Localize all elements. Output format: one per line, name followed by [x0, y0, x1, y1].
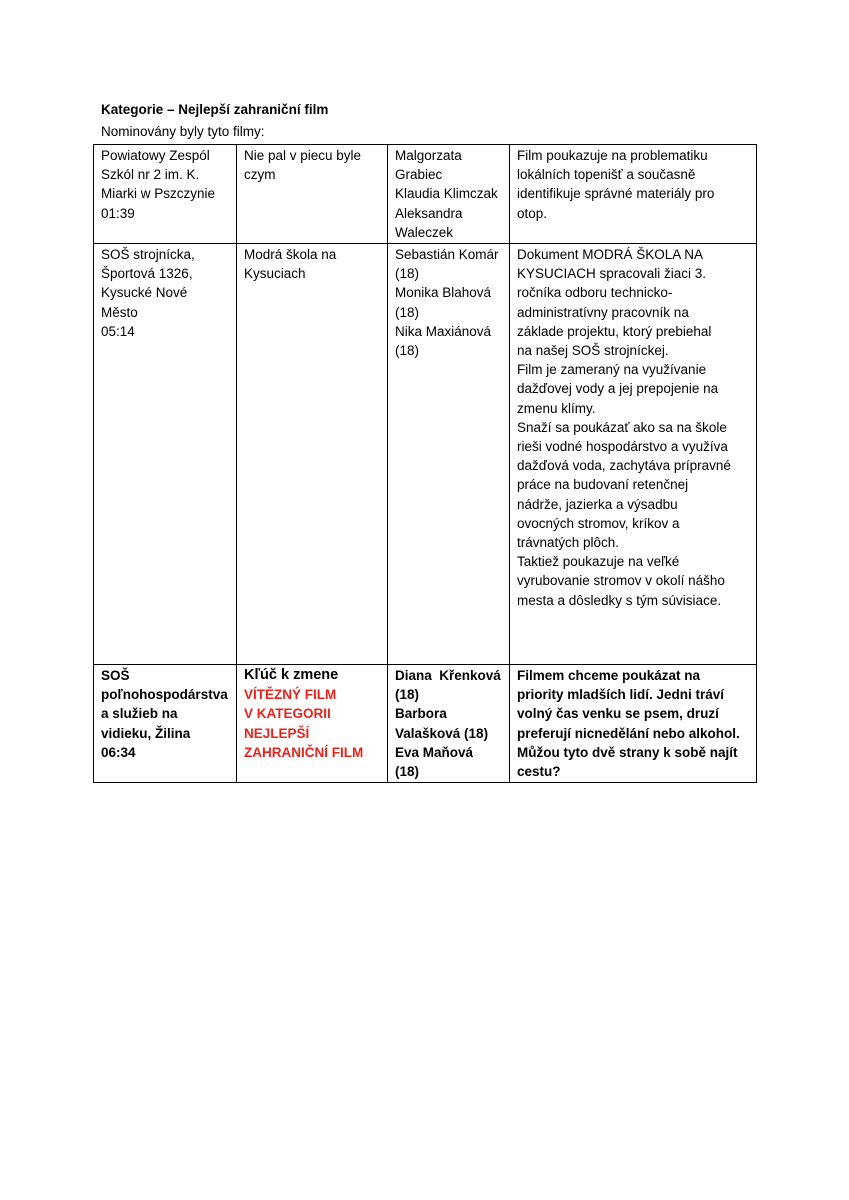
description-cell [510, 145, 757, 244]
author-line: (18) [395, 687, 420, 703]
author-line: Malgorzata [395, 148, 462, 163]
description-line: identifikuje správné materiály pro [517, 186, 715, 202]
description-line: otop. [517, 205, 548, 221]
author-line: (18) [395, 764, 420, 780]
description-line: ročníka odboru technicko- [517, 285, 673, 301]
school-line: Kysucké Nové [101, 285, 188, 301]
description-line: lokálních topenišť a současně [517, 167, 696, 183]
nominations-table [93, 144, 757, 783]
school-line: SOŠ strojnícka, [101, 247, 195, 263]
film-duration: 06:34 [101, 744, 136, 760]
author-line: (18) [395, 266, 420, 282]
author-line: Monika Blahová [395, 285, 492, 301]
description-line: mesta a dôsledky s tým súvisiace. [517, 592, 722, 608]
school-line: Powiatowy Zespól [101, 148, 210, 163]
school-cell [94, 145, 237, 244]
author-line: Waleczek [395, 224, 454, 240]
winner-label: NEJLEPŠÍ [244, 725, 310, 741]
description-line: Snaží sa poukázať ako sa na škole [517, 419, 727, 435]
author-line: Klaudia Klimczak [395, 186, 498, 202]
title-line: Nie pal v piecu byle [244, 148, 362, 163]
title-cell [237, 244, 388, 665]
description-line: Taktiež poukazuje na veľké [517, 554, 680, 570]
winner-label: V KATEGORII [244, 706, 331, 722]
author-line: (18) [395, 343, 420, 359]
description-line: vyrubovanie stromov v okolí nášho [517, 573, 725, 589]
table-row [94, 665, 757, 783]
winner-label: VÍTĚZNÝ FILM [244, 687, 337, 703]
author-line: Valašková (18) [395, 725, 489, 741]
description-line: Filmem chceme poukázat na [517, 668, 701, 684]
title-cell [237, 145, 388, 244]
authors-cell [388, 665, 510, 783]
school-line: poľnohospodárstva [101, 687, 228, 703]
author-line: Nika Maxiánová [395, 323, 492, 339]
description-line: nádrže, jazierka a výsadbu [517, 496, 678, 512]
author-line: Sebastián Komár [395, 247, 499, 263]
description-line: Film je zameraný na využívanie [517, 362, 707, 378]
title-cell [237, 665, 388, 783]
table-row [94, 244, 757, 665]
school-cell [94, 665, 237, 783]
description-cell [510, 244, 757, 665]
school-cell [94, 244, 237, 665]
school-line: Miarki w Pszczynie [101, 186, 216, 202]
description-line: ovocných stromov, kríkov a [517, 515, 680, 531]
page-heading: Kategorie – Nejlepší zahraniční film [101, 102, 329, 117]
authors-cell [388, 145, 510, 244]
description-line: Film poukazuje na problematiku [517, 148, 708, 163]
title-line: czym [244, 167, 276, 183]
description-cell [510, 665, 757, 783]
author-line: Diana Křenková [395, 668, 501, 684]
author-line: Eva Maňová [395, 744, 474, 760]
title-line: Kľúč k zmene [244, 667, 339, 684]
description-line: práce na budovaní retenčnej [517, 477, 689, 493]
description-line: dažďová voda, zachytáva prípravné [517, 458, 731, 474]
school-line: SOŠ [101, 668, 130, 684]
description-line: preferují nicnedělání nebo alkohol. [517, 725, 740, 741]
school-line: Športová 1326, [101, 266, 193, 282]
description-line: Můžou tyto dvě strany k sobě najít [517, 744, 738, 760]
author-line: (18) [395, 304, 420, 320]
film-duration: 05:14 [101, 323, 135, 339]
title-line: Kysuciach [244, 266, 306, 282]
title-line: Modrá škola na [244, 247, 337, 263]
description-line: volný čas venku se psem, druzí [517, 706, 719, 722]
authors-cell [388, 244, 510, 665]
author-line: Aleksandra [395, 205, 463, 221]
school-line: Město [101, 304, 138, 320]
description-line: na našej SOŠ strojníckej. [517, 343, 669, 359]
description-line: administratívny pracovník na [517, 304, 689, 320]
description-line: zmenu klímy. [517, 400, 596, 416]
table-row [94, 145, 757, 244]
description-line: KYSUCIACH spracovali žiaci 3. [517, 266, 707, 282]
description-line: priority mladších lidí. Jedni tráví [517, 687, 725, 703]
description-line: trávnatých plôch. [517, 535, 620, 551]
description-line: cestu? [517, 764, 561, 780]
school-line: a služieb na [101, 706, 178, 722]
author-line: Grabiec [395, 167, 443, 183]
description-line: Dokument MODRÁ ŠKOLA NA [517, 247, 704, 263]
winner-label: ZAHRANIČNÍ FILM [244, 744, 364, 760]
description-line: základe projektu, ktorý prebiehal [517, 323, 712, 339]
description-line: rieši vodné hospodárstvo a využíva [517, 439, 728, 455]
author-line: Barbora [395, 706, 447, 722]
description-line: dažďovej vody a jej prepojenie na [517, 381, 719, 397]
school-line: Szkól nr 2 im. K. [101, 167, 200, 183]
school-line: vidieku, Žilina [101, 725, 191, 741]
film-duration: 01:39 [101, 205, 135, 221]
page-subheading: Nominovány byly tyto filmy: [101, 124, 265, 139]
